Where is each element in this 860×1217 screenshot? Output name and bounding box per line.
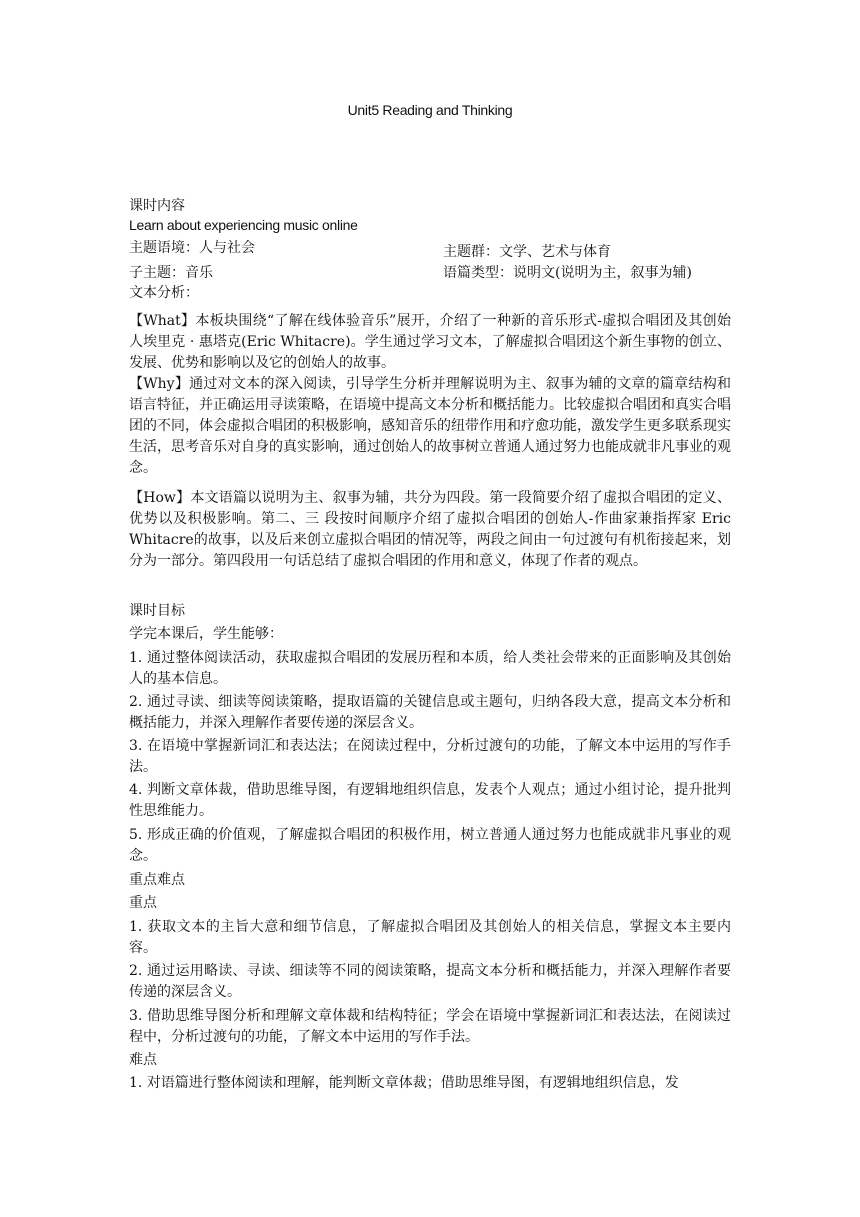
theme-context: 主题语境：人与社会	[129, 240, 255, 256]
objective-item: 3. 在语境中掌握新词汇和表达法；在阅读过程中，分析过渡句的功能，了解文本中运用的写作手法。	[129, 738, 731, 775]
objective-item: 5. 形成正确的价值观，了解虚拟合唱团的积极作用，树立普通人通过努力也能成就非凡事业的观念。	[129, 827, 731, 864]
section-label-objectives: 课时目标	[129, 603, 185, 619]
section-label-difficult: 难点	[129, 1052, 157, 1068]
analysis-what: 【What】本板块围绕“了解在线体验音乐”展开，介绍了一种新的音乐形式-虚拟合唱团及其创始人埃里克 · 惠塔克(Eric Whitacre)。学生通过学习文本，了解虚拟合唱团这个新生事物的创立、发展、优势和影响以及它的创始人的故事。	[129, 313, 731, 371]
key-point-item: 2. 通过运用略读、寻读、细读等不同的阅读策略，提高文本分析和概括能力，并深入理解作者要传递的深层含义。	[129, 963, 731, 1000]
theme-group: 主题群：文学、艺术与体育	[443, 244, 611, 260]
section-label-key-difficult: 重点难点	[129, 872, 185, 888]
key-point-item: 3. 借助思维导图分析和理解文章体裁和结构特征；学会在语境中掌握新词汇和表达法，在阅读过程中，分析过渡句的功能，了解文本中运用的写作手法。	[129, 1008, 731, 1045]
objective-item: 2. 通过寻读、细读等阅读策略，提取语篇的关键信息或主题句，归纳各段大意，提高文本分析和概括能力，并深入理解作者要传递的深层含义。	[129, 694, 731, 731]
objectives-intro: 学完本课后，学生能够：	[129, 626, 283, 642]
text-type: 语篇类型：说明文(说明为主，叙事为辅)	[443, 265, 692, 281]
analysis-how: 【How】本文语篇以说明为主、叙事为辅，共分为四段。第一段简要介绍了虚拟合唱团的定义、优势以及积极影响。第二、三 段按时间顺序介绍了虚拟合唱团的创始人-作曲家兼指挥家 Eric Whitacre的故事，以及后来创立虚拟合唱团的情况等，两段之间由一句过渡句有机衔接起来，划分为一部分。第四段用一句话总结了虚拟合唱团的作用和意义，体现了作者的观点。	[129, 490, 731, 569]
document-title: Unit5 Reading and Thinking	[347, 102, 513, 118]
section-label-lesson-content: 课时内容	[129, 198, 185, 214]
objective-item: 4. 判断文章体裁，借助思维导图，有逻辑地组织信息，发表个人观点；通过小组讨论，提升批判性思维能力。	[129, 782, 731, 819]
section-label-text-analysis: 文本分析：	[129, 285, 199, 301]
difficult-point-item: 1. 对语篇进行整体阅读和理解，能判断文章体裁；借助思维导图，有逻辑地组织信息，发	[129, 1075, 679, 1091]
key-point-item: 1. 获取文本的主旨大意和细节信息，了解虚拟合唱团及其创始人的相关信息，掌握文本主要内容。	[129, 919, 731, 956]
lesson-content-text: Learn about experiencing music online	[129, 217, 358, 233]
section-label-key: 重点	[129, 895, 157, 911]
analysis-why: 【Why】通过对文本的深入阅读，引导学生分析并理解说明为主、叙事为辅的文章的篇章结构和语言特征，并正确运用寻读策略，在语境中提高文本分析和概括能力。比较虚拟合唱团和真实合唱团的不同，体会虚拟合唱团的积极影响，感知音乐的纽带作用和疗愈功能，激发学生更多联系现实生活，思考音乐对自身的真实影响，通过创始人的故事树立普通人通过努力也能成就非凡事业的观念。	[129, 376, 731, 476]
objective-item: 1. 通过整体阅读活动，获取虚拟合唱团的发展历程和本质，给人类社会带来的正面影响及其创始人的基本信息。	[129, 650, 731, 687]
sub-theme: 子主题：音乐	[129, 265, 213, 281]
